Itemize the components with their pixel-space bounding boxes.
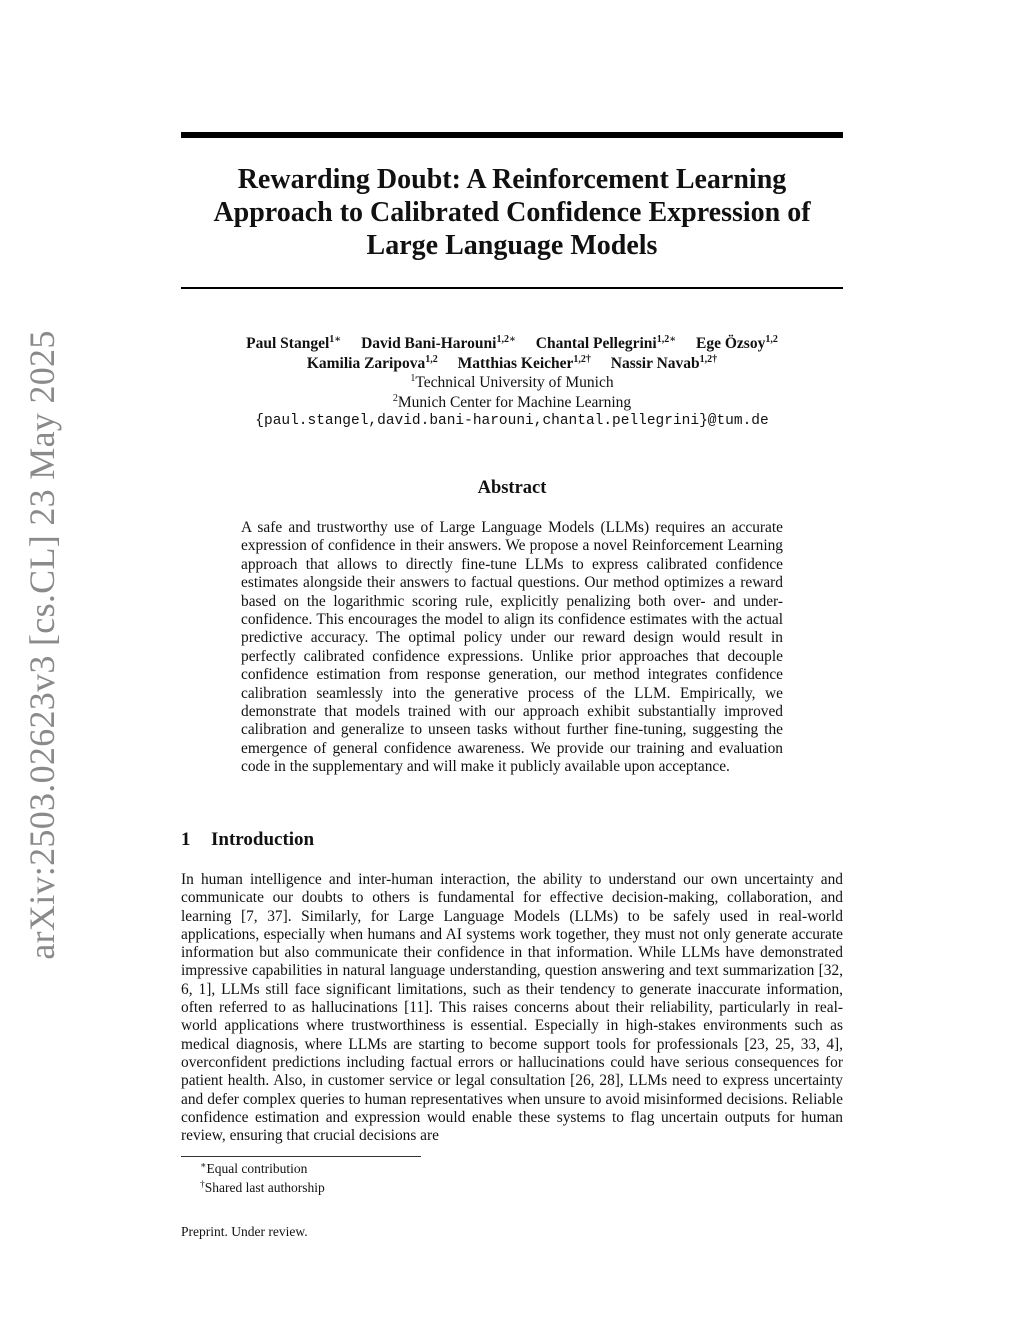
footnote: †Shared last authorship [200,1180,325,1195]
author-line-1 [150,334,874,354]
author: David Bani-Harouni$^{1,2∗}$ [361,334,516,352]
affiliation: $^1$Technical University of Munich [410,373,614,391]
title-bottom-rule [181,287,843,289]
paper-title: Rewarding Doubt: A Reinforcement Learning Approach to Calibrated Confidence Expression of Large Language Models [213,164,811,261]
author: Nassir Navab$^{1,2\dagger}$ [610,353,718,372]
author-emails: {paul.stangel,david.bani-harouni,chantal.pellegrini}@tum.de [255,413,769,429]
author: Matthias Keicher$^{1,2\dagger}$ [457,353,591,372]
footnote-rule [181,1156,421,1157]
section-title: Introduction [211,829,315,850]
author-line-2 [150,354,874,374]
author: Ege Özsoy$^{1,2}$ [696,334,778,352]
section-heading-introduction [181,829,314,851]
abstract-heading: Abstract [477,478,547,498]
preprint-note: Preprint. Under review. [181,1224,308,1239]
author-block [150,334,874,432]
author: Paul Stangel$^{1∗}$ [246,334,342,352]
title-top-rule [181,132,843,138]
author: Kamilia Zaripova$^{1,2}$ [306,353,438,372]
footnotes [200,1159,325,1197]
footnote: ∗Equal contribution [200,1161,308,1176]
author: Chantal Pellegrini$^{1,2∗}$ [535,334,677,352]
introduction-text: In human intelligence and inter-human interaction, the ability to understand our own uncertainty and communicate our doubts to others is fundamental for effective decision-making, collaboration, and learning [7, 37]. Similarly, for Large Language Models (LLMs) to be safely used in real-world applications, especially when humans and AI systems work together, they must not only generate accurate information but also communicate their confidence in that information. While LLMs have demonstrated impressive capabilities in natural language understanding, question answering and text summarization [32, 6, 1], LLMs still face significant limitations, such as their tendency to generate inaccurate information, often referred to as hallucinations [11]. This raises concerns about their reliability, particularly in real-world applications where trustworthiness is essential. Especially in high-stakes environments such as medical diagnosis, where LLMs are starting to become support tools for professionals [23, 25, 33, 4], overconfident predictions including factual errors or hallucinations could have serious consequences for patient health. Also, in customer service or legal consultation [26, 28], LLMs need to express uncertainty and defer complex queries to human representatives when unsure to avoid misinformed decisions. Reliable confidence estimation and expression would enable these systems to flag uncertain outputs for human review, ensuring that crucial decisions are [181,871,843,1145]
abstract-text: A safe and trustworthy use of Large Language Models (LLMs) requires an accurate expression of confidence in their answers. We propose a novel Reinforcement Learning approach that allows to directly fine-tune LLMs to express calibrated confidence estimates alongside their answers to factual questions. Our method optimizes a reward based on the logarithmic scoring rule, explicitly penalizing both over- and under-confidence. This encourages the model to align its confidence estimates with the actual predictive accuracy. The optimal policy under our reward design would result in perfectly calibrated confidence expressions. Unlike prior approaches that decouple confidence estimation from response generation, our method integrates confidence calibration seamlessly into the generative process of the LLM. Empirically, we demonstrate that models trained with our approach exhibit substantially improved calibration and generalize to unseen tasks without further fine-tuning, suggesting the emergence of general confidence awareness. We provide our training and evaluation code in the supplementary and will make it publicly available upon acceptance. [241,519,783,776]
section-number: 1 [181,829,191,850]
affiliation: $^2$Munich Center for Machine Learning [392,392,632,411]
arxiv-identifier-stamp: arXiv:2503.02623v3 [cs.CL] 23 May 2025 [22,330,62,960]
